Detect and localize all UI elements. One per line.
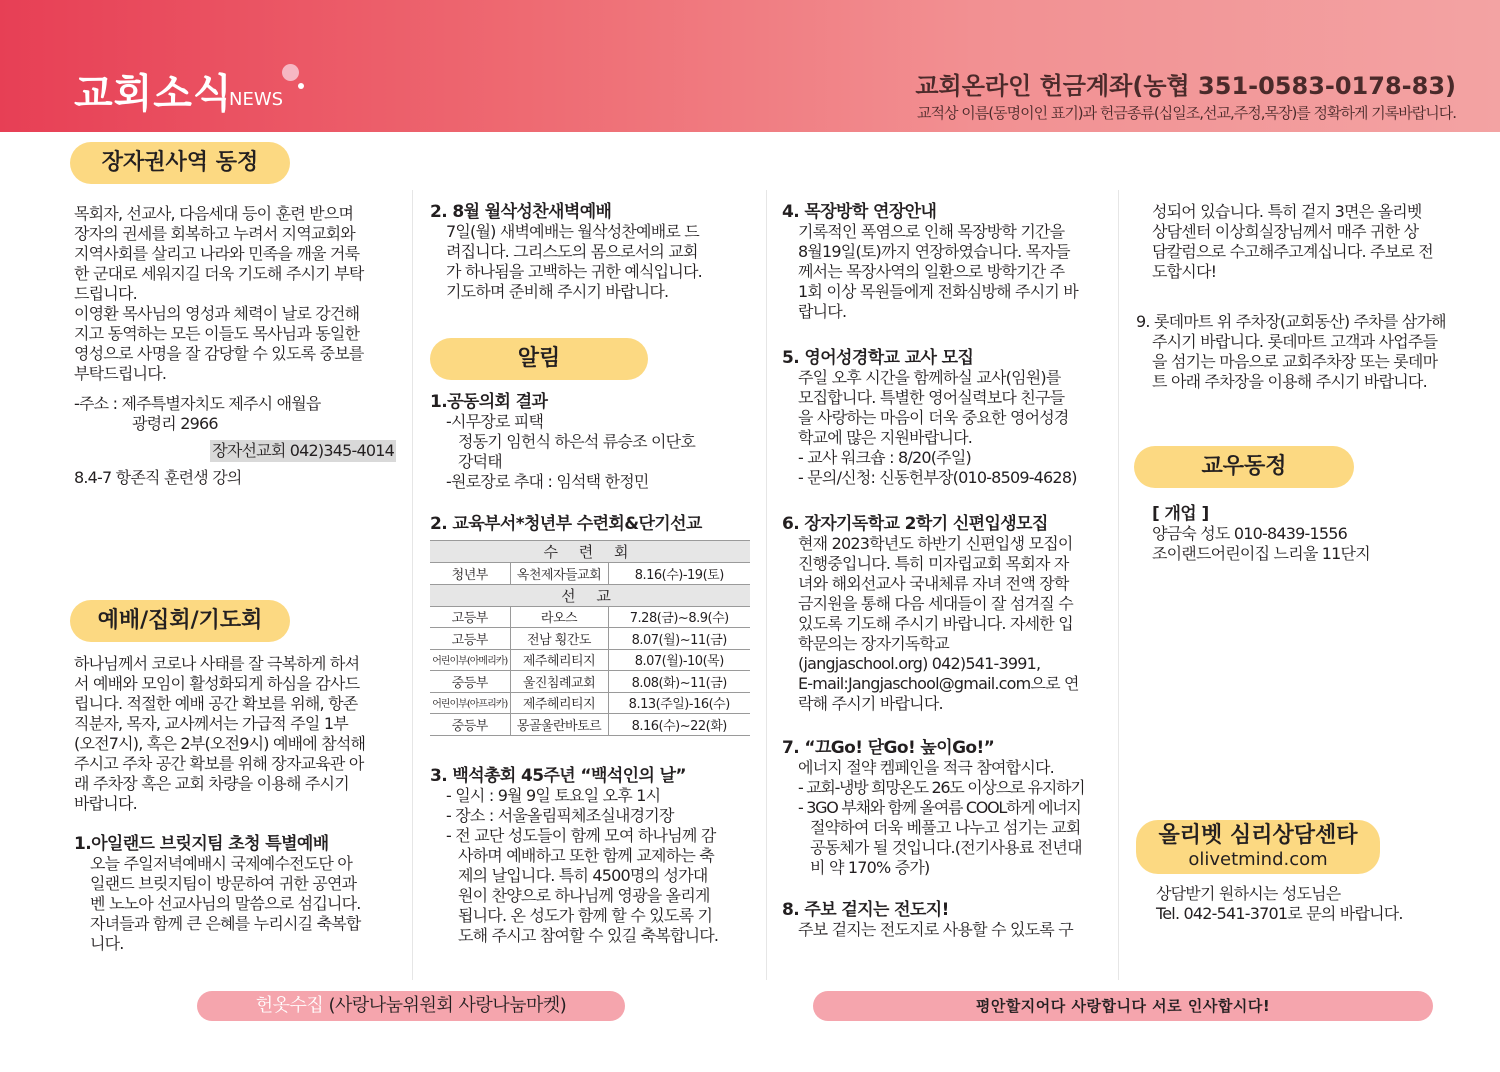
table-cell: 8.16(수)~22(화) — [608, 714, 750, 736]
column-divider — [766, 190, 767, 980]
centre-url[interactable]: olivetmind.com — [1188, 849, 1328, 870]
text-line: 에너지 절약 켐페인을 적극 참여합시다. — [798, 758, 1054, 777]
text-line: 트 아래 주차장을 이용해 주시기 바랍니다. — [1152, 372, 1427, 391]
text-line: 진행중입니다. 특히 미자립교회 목회자 자 — [798, 554, 1069, 573]
text-line: 이영환 목사님의 영성과 체력이 날로 강건해 — [74, 304, 360, 323]
text-line: (jangjaschool.org) 042)541-3991, — [798, 654, 1041, 673]
table-cell: 제주헤리티지 — [510, 692, 608, 714]
column3-body — [782, 202, 1112, 940]
table-row — [430, 649, 750, 671]
text-line: 9. 롯데마트 위 주차장(교회동산) 주차를 삼가해 — [1136, 312, 1446, 331]
training-schedule: 8.4-7 항존직 훈련생 강의 — [74, 468, 242, 487]
address-line: 광령리 2966 — [132, 414, 218, 433]
text-line: 공동체가 될 것입니다.(전기사용료 전년대 — [810, 838, 1082, 857]
table-cell: 중등부 — [430, 671, 510, 693]
text-line: 학문의는 장자기독학교 — [798, 634, 949, 653]
table-cell: 8.16(수)-19(토) — [608, 563, 750, 585]
table-cell: 울진침례교회 — [510, 671, 608, 693]
text-line: 을 섬기는 마음으로 교회주차장 또는 롯데마 — [1152, 352, 1438, 371]
table-cell: 전남 횡간도 — [510, 628, 608, 650]
item-title: 6. 장자기독학교 2학기 신편입생모집 — [782, 514, 1048, 534]
account-note: 교적상 이름(동명이인 표기)과 헌금종류(십일조,선교,주정,목장)를 정확하게 기록바랍니다. — [917, 104, 1456, 122]
item-title: 3. 백석총회 45주년 “백석인의 날” — [430, 766, 687, 786]
address-line: -주소 : 제주특별자치도 제주시 애월읍 — [74, 394, 321, 413]
text-line: 조이랜드어린이집 느리울 11단지 — [1152, 544, 1370, 563]
item-title: 2. 8월 월삭성찬새벽예배 — [430, 202, 612, 222]
text-line: 지고 동역하는 모든 이들도 목사님과 동일한 — [74, 324, 360, 343]
text-line: 서 예배와 모임이 활성화되게 하심을 감사드 — [74, 674, 360, 693]
item-title: 2. 교육부서*청년부 수련회&단기선교 — [430, 514, 702, 534]
text-line: 녀와 해외선교사 국내체류 자녀 전액 장학 — [798, 574, 1069, 593]
text-line: 7일(월) 새벽예배는 월삭성찬예배로 드 — [446, 222, 699, 241]
text-line: 기록적인 폭염으로 인해 목장방학 기간을 — [798, 222, 1065, 241]
text-line: 하나님께서 코로나 사태를 잘 극복하게 하셔 — [74, 654, 360, 673]
text-line: 학교에 많은 지원바랍니다. — [798, 428, 973, 447]
text-line: 도합시다! — [1152, 262, 1217, 281]
table-cell: 제주헤리티지 — [510, 649, 608, 671]
table-row — [430, 692, 750, 714]
text-line: - 3GO 부채와 함께 올여름 COOL하게 에너지 — [798, 798, 1081, 817]
table-cell: 고등부 — [430, 606, 510, 628]
table-section-header: 선 교 — [430, 584, 750, 606]
table-row — [430, 606, 750, 628]
table-cell: 고등부 — [430, 628, 510, 650]
text-line: 니다. — [90, 934, 124, 953]
clothes-collection-banner — [197, 991, 625, 1021]
item-title: 5. 영어성경학교 교사 모집 — [782, 348, 974, 368]
text-line: 장자의 권세를 회복하고 누려서 지역교회와 — [74, 224, 355, 243]
table-cell: 8.13(주일)-16(수) — [608, 692, 750, 714]
text-line: 가 하나됨을 고백하는 귀한 예식입니다. — [446, 262, 702, 281]
item-title: 8. 주보 겉지는 전도지! — [782, 900, 949, 920]
text-line: 래 주차장 혹은 교회 차량을 이용해 주시기 — [74, 774, 349, 793]
section-title-jangja: 장자권사역 동정 — [70, 142, 290, 184]
text-line: 성되어 있습니다. 특히 겉지 3면은 올리벳 — [1152, 202, 1422, 221]
text-line: 현재 2023학년도 하반기 신편입생 모집이 — [798, 534, 1073, 553]
text-line: 을 사랑하는 마음이 더욱 중요한 영어성경 — [798, 408, 1069, 427]
text-line: - 전 교단 성도들이 함께 모여 하나님께 감 — [446, 826, 716, 845]
text-line: E-mail:Jangjaschool@gmail.com으로 연 — [798, 674, 1079, 693]
text-line: 절약하여 더욱 베풀고 나누고 섬기는 교회 — [810, 818, 1081, 837]
text-line: 목회자, 선교사, 다음세대 등이 훈련 받으며 — [74, 204, 354, 223]
text-line: 오늘 주일저녁예배시 국제예수전도단 아 — [90, 854, 353, 873]
table-cell: 청년부 — [430, 563, 510, 585]
table-row — [430, 563, 750, 585]
text-line: - 장소 : 서울올림픽체조실내경기장 — [446, 806, 674, 825]
text-line: 기도하며 준비해 주시기 바랍니다. — [446, 282, 669, 301]
text-line: 비 약 170% 증가) — [810, 858, 930, 877]
section-title-notice: 알림 — [430, 338, 648, 380]
column-divider — [1118, 190, 1119, 980]
table-cell: 어린이부(아프리카) — [430, 692, 510, 714]
table-cell: 어린이부(아메리카) — [430, 649, 510, 671]
clothes-collection-detail: (사랑나눔위원회 사랑나눔마켓) — [323, 995, 567, 1016]
section-title-alumni: 교우동정 — [1134, 446, 1354, 488]
text-line: 상담센터 이상희실장님께서 매주 귀한 상 — [1152, 222, 1419, 241]
text-line: 주시고 주차 공간 확보를 위해 장자교육관 아 — [74, 754, 364, 773]
table-section-header: 수 련 회 — [430, 541, 750, 563]
text-line: 드립니다. — [74, 284, 137, 303]
worship-section-body — [74, 654, 404, 954]
text-line: 양금숙 성도 010-8439-1556 — [1152, 524, 1347, 543]
text-line: 제의 날입니다. 특히 4500명의 성가대 — [458, 866, 708, 885]
page-title: 교회소식 — [74, 71, 233, 117]
text-line: 강덕태 — [458, 452, 502, 471]
text-line: 모집합니다. 특별한 영어실력보다 친구들 — [798, 388, 1065, 407]
item-title: 7. “끄Go! 닫Go! 높이Go!” — [782, 738, 995, 758]
decor-dot-small-icon — [298, 83, 304, 89]
text-line: - 교회-냉방 희망온도 26도 이상으로 유지하기 — [798, 778, 1085, 797]
table-row — [430, 714, 750, 736]
text-line: - 문의/신청: 신동헌부장(010-8509-4628) — [798, 468, 1077, 487]
text-line: 립니다. 적절한 예배 공간 확보를 위해, 항존 — [74, 694, 358, 713]
item-title: 1.아일랜드 브릿지팀 초청 특별예배 — [74, 834, 329, 854]
text-line: 담칼럼으로 수고해주고계십니다. 주보로 전 — [1152, 242, 1433, 261]
text-line: 부탁드립니다. — [74, 364, 167, 383]
text-line: 영성으로 사명을 잘 감당할 수 있도록 중보를 — [74, 344, 364, 363]
item-title: 4. 목장방학 연장안내 — [782, 202, 937, 222]
centre-name: 올리벳 심리상담센타 — [1158, 823, 1358, 848]
text-line: - 교사 워크숍 : 8/20(주일) — [798, 448, 971, 467]
text-line: 락해 주시기 바랍니다. — [798, 694, 943, 713]
column4-body — [1136, 202, 1466, 392]
account-title: 교회온라인 헌금계좌(농협 351-0583-0178-83) — [915, 72, 1456, 100]
table-cell: 7.28(금)~8.9(수) — [608, 606, 750, 628]
text-line: 랍니다. — [798, 302, 847, 321]
text-line: 려집니다. 그리스도의 몸으로서의 교회 — [446, 242, 698, 261]
table-row — [430, 628, 750, 650]
table-cell: 몽골울란바토르 — [510, 714, 608, 736]
item-title: 1.공동의회 결과 — [430, 392, 548, 412]
text-line: 사하며 예배하고 또한 함께 교제하는 축 — [458, 846, 714, 865]
text-line: Tel. 042-541-3701로 문의 바랍니다. — [1156, 904, 1403, 923]
jangja-section-body — [74, 204, 404, 488]
text-line: 도해 주시고 참여할 수 있길 축복합니다. — [458, 926, 719, 945]
column-divider — [412, 190, 413, 980]
text-line: 주보 겉지는 전도지로 사용할 수 있도록 구 — [798, 920, 1073, 939]
text-line: 주일 오후 시간을 함께하실 교사(임원)를 — [798, 368, 1061, 387]
header-banner — [0, 0, 1500, 132]
text-line: -원로장로 추대 : 임석택 한정민 — [446, 472, 649, 491]
church-phone: 장자선교회 042)345-4014 — [212, 441, 394, 460]
table-cell: 8.07(월)-10(목) — [608, 649, 750, 671]
alumni-section-body — [1152, 504, 1472, 564]
text-line: (오전7시), 혹은 2부(오전9시) 예배에 참석해 — [74, 734, 366, 753]
retreat-schedule-table — [430, 540, 750, 736]
clothes-collection-label: 헌옷수집 — [255, 995, 324, 1016]
text-line: - 일시 : 9월 9일 토요일 오후 1시 — [446, 786, 661, 805]
notice-section-body — [430, 392, 760, 534]
table-cell: 8.07(월)~11(금) — [608, 628, 750, 650]
text-line: 주시기 바랍니다. 롯데마트 고객과 사업주들 — [1152, 332, 1438, 351]
table-cell: 8.08(화)~11(금) — [608, 671, 750, 693]
monthly-communion-section — [430, 202, 760, 302]
text-line: 8월19일(토)까지 연장하였습니다. 목자들 — [798, 242, 1070, 261]
text-line: 바랍니다. — [74, 794, 137, 813]
text-line: 원이 찬양으로 하나님께 영광을 올리게 — [458, 886, 710, 905]
counseling-centre-banner — [1136, 820, 1380, 874]
text-line: 정동기 임헌식 하은석 류승조 이단호 — [458, 432, 695, 451]
section-title-worship: 예배/집회/기도회 — [70, 600, 290, 642]
centre-info — [1156, 884, 1476, 924]
text-line: 한 군대로 세워지길 더욱 기도해 주시기 부탁 — [74, 264, 364, 283]
text-line: 자녀들과 함께 큰 은혜를 누리시길 축복합 — [90, 914, 361, 933]
text-line: 벤 노노아 선교사님의 말씀으로 섬깁니다. — [90, 894, 361, 913]
text-line: 있도록 기도해 주시기 바랍니다. 자세한 입 — [798, 614, 1073, 633]
table-cell: 라오스 — [510, 606, 608, 628]
text-line: 금지원을 통해 다음 세대들이 잘 섬겨질 수 — [798, 594, 1073, 613]
text-line: 지역사회를 살리고 나라와 민족을 깨울 거룩 — [74, 244, 360, 263]
text-line: 됩니다. 온 성도가 함께 할 수 있도록 기 — [458, 906, 713, 925]
decor-dot-icon — [282, 64, 299, 81]
table-cell: 옥천제자들교회 — [510, 563, 608, 585]
text-line: 상담받기 원하시는 성도님은 — [1156, 884, 1341, 903]
baekseok-section — [430, 766, 760, 946]
text-line: 1회 이상 목원들에게 전화심방해 주시기 바 — [798, 282, 1078, 301]
table-cell: 중등부 — [430, 714, 510, 736]
text-line: 직분자, 목자, 교사께서는 가급적 주일 1부 — [74, 714, 348, 733]
opening-label: [ 개업 ] — [1152, 504, 1209, 524]
text-line: 께서는 목장사역의 일환으로 방학기간 주 — [798, 262, 1065, 281]
table-row — [430, 671, 750, 693]
news-label: NEWS — [229, 89, 284, 110]
text-line: -시무장로 피택 — [446, 412, 544, 431]
greeting-banner: 평안할지어다 사랑합니다 서로 인사합시다! — [813, 991, 1433, 1021]
text-line: 일랜드 브릿지팀이 방문하여 귀한 공연과 — [90, 874, 357, 893]
